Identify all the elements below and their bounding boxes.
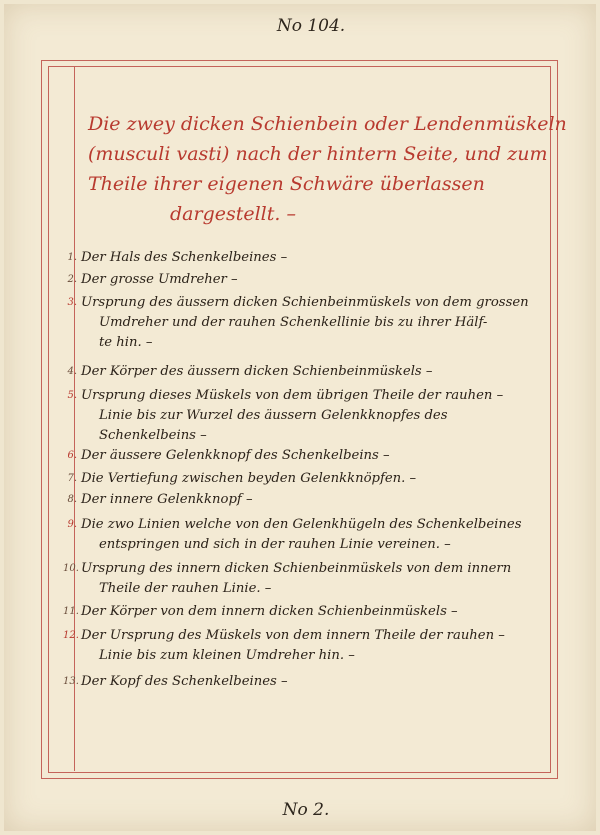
item-number: 13. [63, 676, 79, 687]
item-line: Der Ursprung des Müskels von dem innern Theile der rauhen – [81, 628, 505, 643]
item-text [81, 490, 551, 510]
item-line: Die Vertiefung zwischen beyden Gelenkknöpfen. – [81, 471, 417, 486]
item-text [81, 626, 551, 666]
item-line: entspringen und sich in der rauhen Linie vereinen. – [99, 537, 451, 552]
item-line: Umdreher und der rauhen Schenkellinie bis zu ihrer Hälf- [99, 315, 488, 330]
item-line: Ursprung des innern dicken Schienbeinmüskels von dem innern [81, 561, 512, 576]
title-line: (musculi vasti) nach der hintern Seite, und zum [88, 143, 548, 165]
item-number: 2. [67, 274, 77, 285]
item-number: 10. [63, 563, 79, 574]
item-line: Der innere Gelenkknopf – [81, 492, 253, 507]
item-line: Ursprung des äussern dicken Schienbeinmüskels von dem grossen [81, 295, 529, 310]
item-number: 6. [67, 450, 77, 461]
item-text [81, 293, 551, 353]
item-number: 5. [67, 390, 77, 401]
item-number: 7. [67, 473, 77, 484]
item-text [81, 386, 551, 446]
item-number: 1. [67, 252, 77, 263]
item-line: Linie bis zum kleinen Umdreher hin. – [99, 648, 355, 663]
margin-rule [74, 66, 75, 771]
item-text [81, 515, 551, 555]
item-line: Der Hals des Schenkelbeines – [81, 250, 288, 265]
title-line: Theile ihrer eigenen Schwäre überlassen [88, 173, 485, 195]
item-line: Ursprung dieses Müskels von dem übrigen Theile der rauhen – [81, 388, 504, 403]
manuscript-page [4, 4, 596, 831]
item-number: 4. [67, 366, 77, 377]
item-number: 11. [63, 606, 79, 617]
item-text [81, 602, 551, 622]
item-line: te hin. – [99, 335, 153, 350]
page-number-top: No 104. [276, 16, 346, 36]
item-number: 3. [67, 297, 77, 308]
item-line: Schenkelbeins – [99, 428, 207, 443]
item-text [81, 362, 551, 382]
item-line: Der Kopf des Schenkelbeines – [81, 674, 288, 689]
item-line: Theile der rauhen Linie. – [99, 581, 272, 596]
item-line: Linie bis zur Wurzel des äussern Gelenkknopfes des [99, 408, 448, 423]
item-number: 12. [63, 630, 79, 641]
item-line: Der Körper des äussern dicken Schienbeinmüskels – [81, 364, 433, 379]
item-text [81, 446, 551, 466]
item-number: 9. [67, 519, 77, 530]
item-number: 8. [67, 494, 77, 505]
item-text [81, 270, 551, 290]
title-line: dargestellt. – [170, 203, 296, 225]
item-line: Der Körper von dem innern dicken Schienbeinmüskels – [81, 604, 458, 619]
item-line: Der äussere Gelenkknopf des Schenkelbeins – [81, 448, 390, 463]
page-number-bottom: No 2. [282, 800, 330, 820]
item-line: Der grosse Umdreher – [81, 272, 238, 287]
item-text [81, 469, 551, 489]
item-line: Die zwo Linien welche von den Gelenkhügeln des Schenkelbeines [81, 517, 522, 532]
item-text [81, 672, 551, 692]
page-title [88, 109, 567, 229]
item-text [81, 559, 551, 599]
title-line: Die zwey dicken Schienbein oder Lendenmüskeln [88, 113, 567, 135]
item-text [81, 248, 551, 268]
